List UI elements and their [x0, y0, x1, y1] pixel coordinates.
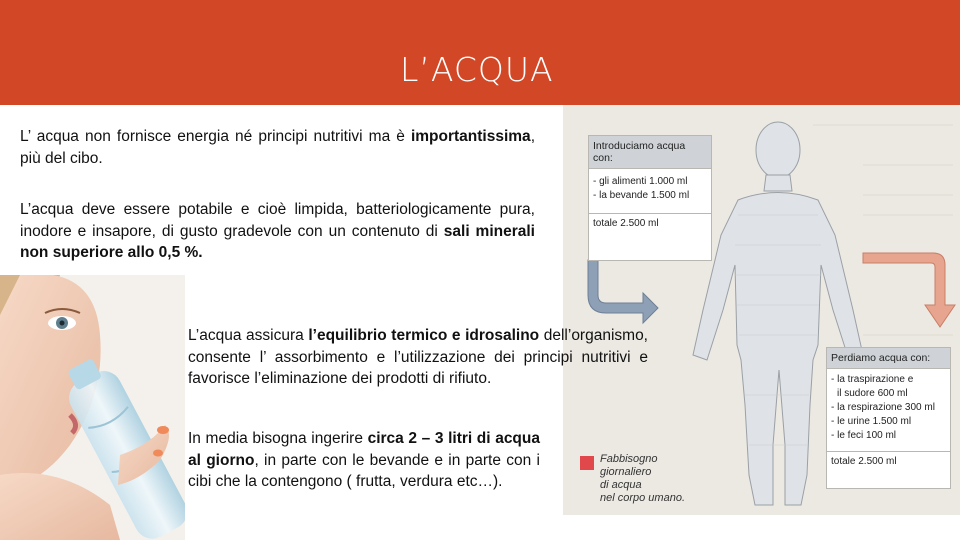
water-intake-item: - la bevande 1.500 ml: [593, 190, 690, 201]
p3-text-1: L’acqua assicura: [188, 327, 309, 344]
paragraph-4: [188, 428, 540, 493]
water-loss-total: totale 2.500 ml: [827, 451, 950, 471]
paragraph-2: [20, 199, 535, 264]
water-loss-box: [826, 347, 951, 489]
p1-bold-1: importantissima: [410, 128, 531, 145]
caption-line: Fabbisogno: [600, 453, 658, 465]
p4-text-2: , in parte con le bevande e in parte con i cibi che la contengono ( frutta, verdura etc…).: [188, 451, 540, 490]
water-intake-item: - gli alimenti 1.000 ml: [593, 176, 688, 187]
water-intake-header: Introduciamo acqua con:: [589, 136, 711, 169]
p2-bold-1: sali minerali non superiore allo 0,5 %.: [20, 222, 535, 261]
p2-text-1: L’acqua deve essere potabile e cioè limpida, batteriologicamente pura, inodore e insapore, di gusto gradevole con un contenuto di: [20, 201, 535, 240]
water-loss-item: il sudore 600 ml: [837, 388, 908, 399]
water-loss-header: Perdiamo acqua con:: [827, 348, 950, 369]
p4-bold-1: circa 2 – 3 litri di acqua al giorno: [188, 430, 540, 469]
woman-drinking-illustration: [0, 275, 185, 540]
p1-text-1: L’ acqua non fornisce energia né principi nutritivi ma è: [20, 128, 411, 145]
slide-title-text: L’ACQUA: [400, 50, 554, 89]
water-loss-item: - le feci 100 ml: [831, 430, 897, 441]
water-loss-item: - le urine 1.500 ml: [831, 416, 912, 427]
water-intake-total: totale 2.500 ml: [589, 213, 711, 233]
title-bar: [0, 0, 960, 105]
paragraph-3: [188, 325, 648, 390]
output-arrow-icon: [863, 253, 955, 327]
caption-line: nel corpo umano.: [600, 492, 685, 504]
water-intake-box: [588, 135, 712, 261]
water-loss-item: - la traspirazione e: [831, 374, 914, 385]
p4-text-1: In media bisogna ingerire: [188, 430, 368, 447]
p1-text-2: , più del cibo.: [20, 128, 535, 167]
p3-text-2: dell’organismo, consente l’ assorbimento e l’utilizzazione dei principi nutritivi e favorisce l’eliminazione dei prodotti di rifiuto.: [188, 327, 648, 387]
legend-swatch: [580, 456, 594, 470]
water-loss-item: - la respirazione 300 ml: [831, 402, 935, 413]
input-arrow-icon: [588, 260, 658, 323]
figure-caption: [600, 453, 725, 505]
caption-line: di acqua: [600, 479, 642, 491]
paragraph-1: [20, 126, 535, 169]
p3-bold-1: l’equilibrio termico e idrosalino: [308, 327, 540, 344]
woman-drinking-photo: [0, 275, 185, 540]
caption-line: giornaliero: [600, 466, 652, 478]
